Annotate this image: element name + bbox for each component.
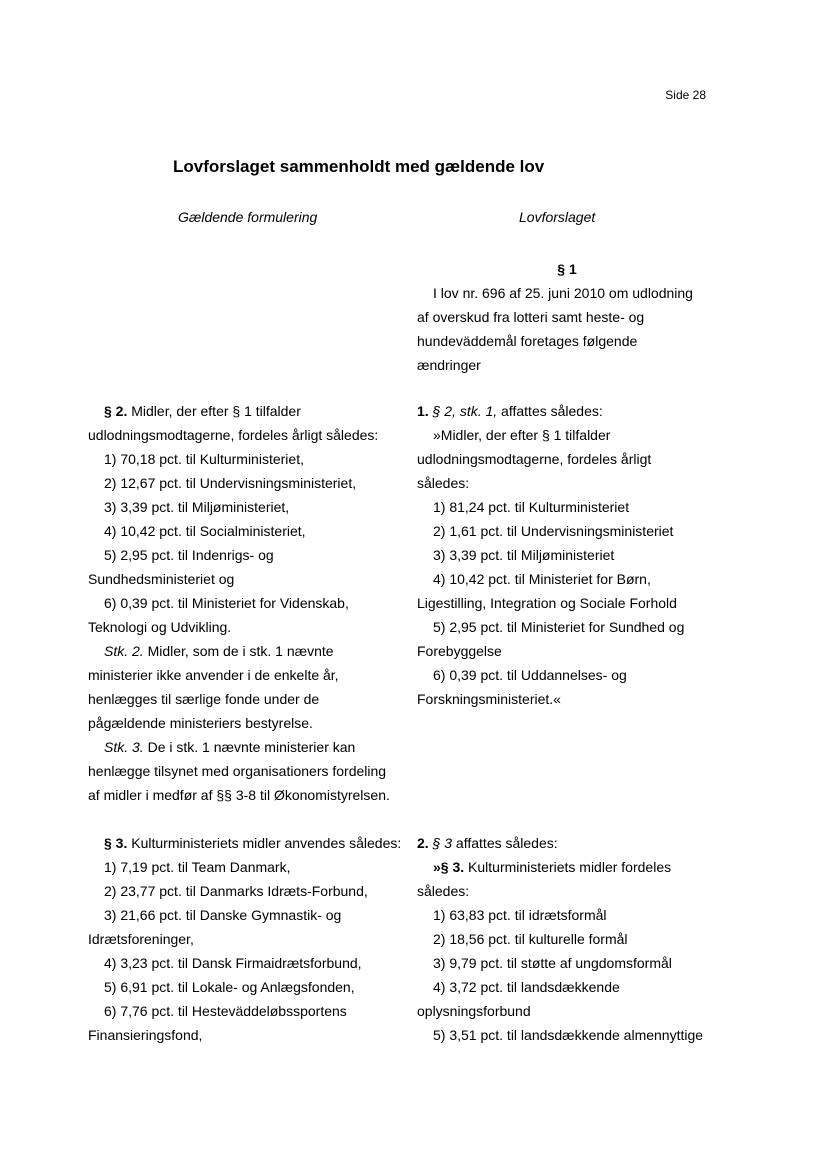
current-paragraph-2: [88, 399, 408, 807]
reference: § 2, stk. 1,: [428, 403, 498, 419]
text-line: [88, 399, 408, 423]
proposal-section-1: [417, 257, 717, 377]
paragraph-label: § 3.: [104, 835, 128, 851]
list-item: 1) 63,83 pct. til idrætsformål: [433, 907, 607, 923]
paragraph-label: § 2.: [104, 403, 128, 419]
reference: § 3: [428, 835, 453, 851]
text: Kulturministeriets midler anvendes således:: [127, 835, 402, 851]
current-paragraph-3: [88, 831, 408, 1047]
list-item: 2) 12,67 pct. til Undervisningsministeriet,: [104, 475, 357, 491]
list-item: 3) 3,39 pct. til Miljøministeriet,: [104, 499, 290, 515]
list-item: 3) 21,66 pct. til Danske Gymnastik- og: [104, 907, 342, 923]
text-line: ministerier ikke anvender i de enkelte år,: [88, 667, 339, 683]
list-item: 4) 3,23 pct. til Dansk Firmaidrætsforbund,: [104, 955, 362, 971]
list-item: 5) 2,95 pct. til Ministeriet for Sundhed og: [433, 619, 685, 635]
text: Kulturministeriets midler fordeles: [464, 859, 672, 875]
text-line: af midler i medfør af §§ 3-8 til Økonomistyrelsen.: [88, 787, 390, 803]
text: Midler, som de i stk. 1 nævnte: [143, 643, 334, 659]
stk-label: Stk. 3.: [104, 739, 144, 755]
page-number: Side 28: [665, 88, 706, 102]
list-item: 4) 3,72 pct. til landsdækkende: [433, 979, 620, 995]
text-line: Idrætsforeninger,: [88, 931, 194, 947]
text: Midler, der efter § 1 tilfalder: [127, 403, 301, 419]
proposal-item-2: [417, 831, 717, 1047]
text-line: således:: [417, 475, 470, 491]
text-line: Forebyggelse: [417, 643, 502, 659]
text-line: henlægges til særlige fonde under de: [88, 691, 320, 707]
text-line: Sundhedsministeriet og: [88, 571, 235, 587]
text-line: [417, 855, 717, 879]
column-heading-proposal: Lovforslaget: [519, 209, 596, 225]
list-item: 2) 18,56 pct. til kulturelle formål: [433, 931, 628, 947]
text-line: Teknologi og Udvikling.: [88, 619, 232, 635]
text-line: [88, 639, 408, 663]
text: affattes således:: [497, 403, 603, 419]
text-line: [417, 831, 717, 855]
list-item: 5) 2,95 pct. til Indenrigs- og: [104, 547, 274, 563]
list-item: 1) 81,24 pct. til Kulturministeriet: [433, 499, 630, 515]
text-line: Ligestilling, Integration og Sociale Forhold: [417, 595, 677, 611]
text-line: »Midler, der efter § 1 tilfalder: [433, 427, 611, 443]
list-item: 6) 7,76 pct. til Hesteväddeløbssportens: [104, 1003, 347, 1019]
text-line: henlægge tilsynet med organisationers fordeling: [88, 763, 387, 779]
column-heading-current: Gældende formulering: [178, 209, 318, 225]
list-item: 3) 3,39 pct. til Miljøministeriet: [433, 547, 615, 563]
text-line: udlodningsmodtagerne, fordeles årligt således:: [88, 427, 379, 443]
section-heading: § 1: [557, 261, 577, 277]
text-line: [88, 831, 408, 855]
list-item: 5) 3,51 pct. til landsdækkende almennyttige: [433, 1027, 704, 1043]
text-line: udlodningsmodtagerne, fordeles årligt: [417, 451, 652, 467]
list-item: 4) 10,42 pct. til Ministeriet for Børn,: [433, 571, 651, 587]
list-item: 3) 9,79 pct. til støtte af ungdomsformål: [433, 955, 672, 971]
list-item: 2) 23,77 pct. til Danmarks Idræts-Forbund,: [104, 883, 368, 899]
text-line: af overskud fra lotteri samt heste- og: [417, 309, 645, 325]
text-line: [88, 735, 408, 759]
list-item: 6) 0,39 pct. til Ministeriet for Videnskab,: [104, 595, 349, 611]
item-number: 1.: [417, 403, 429, 419]
list-item: 5) 6,91 pct. til Lokale- og Anlægsfonden,: [104, 979, 355, 995]
text: De i stk. 1 nævnte ministerier kan: [143, 739, 356, 755]
text-line: Forskningsministeriet.«: [417, 691, 561, 707]
text-line: således:: [417, 883, 470, 899]
paragraph-label: »§ 3.: [433, 859, 465, 875]
text-line: oplysningsforbund: [417, 1003, 531, 1019]
text-line: Finansieringsfond,: [88, 1027, 203, 1043]
stk-label: Stk. 2.: [104, 643, 144, 659]
text-line: hundeväddemål foretages følgende: [417, 333, 638, 349]
text-line: [417, 399, 717, 423]
text-line: pågældende ministeriers bestyrelse.: [88, 715, 313, 731]
list-item: 4) 10,42 pct. til Socialministeriet,: [104, 523, 306, 539]
item-number: 2.: [417, 835, 429, 851]
list-item: 1) 70,18 pct. til Kulturministeriet,: [104, 451, 304, 467]
list-item: 2) 1,61 pct. til Undervisningsministeriet: [433, 523, 674, 539]
text: affattes således:: [452, 835, 558, 851]
list-item: 1) 7,19 pct. til Team Danmark,: [104, 859, 291, 875]
text-line: I lov nr. 696 af 25. juni 2010 om udlodning: [433, 285, 693, 301]
proposal-item-1: [417, 399, 717, 711]
list-item: 6) 0,39 pct. til Uddannelses- og: [433, 667, 627, 683]
document-title: Lovforslaget sammenholdt med gældende lov: [173, 157, 545, 176]
text-line: ændringer: [417, 357, 481, 373]
